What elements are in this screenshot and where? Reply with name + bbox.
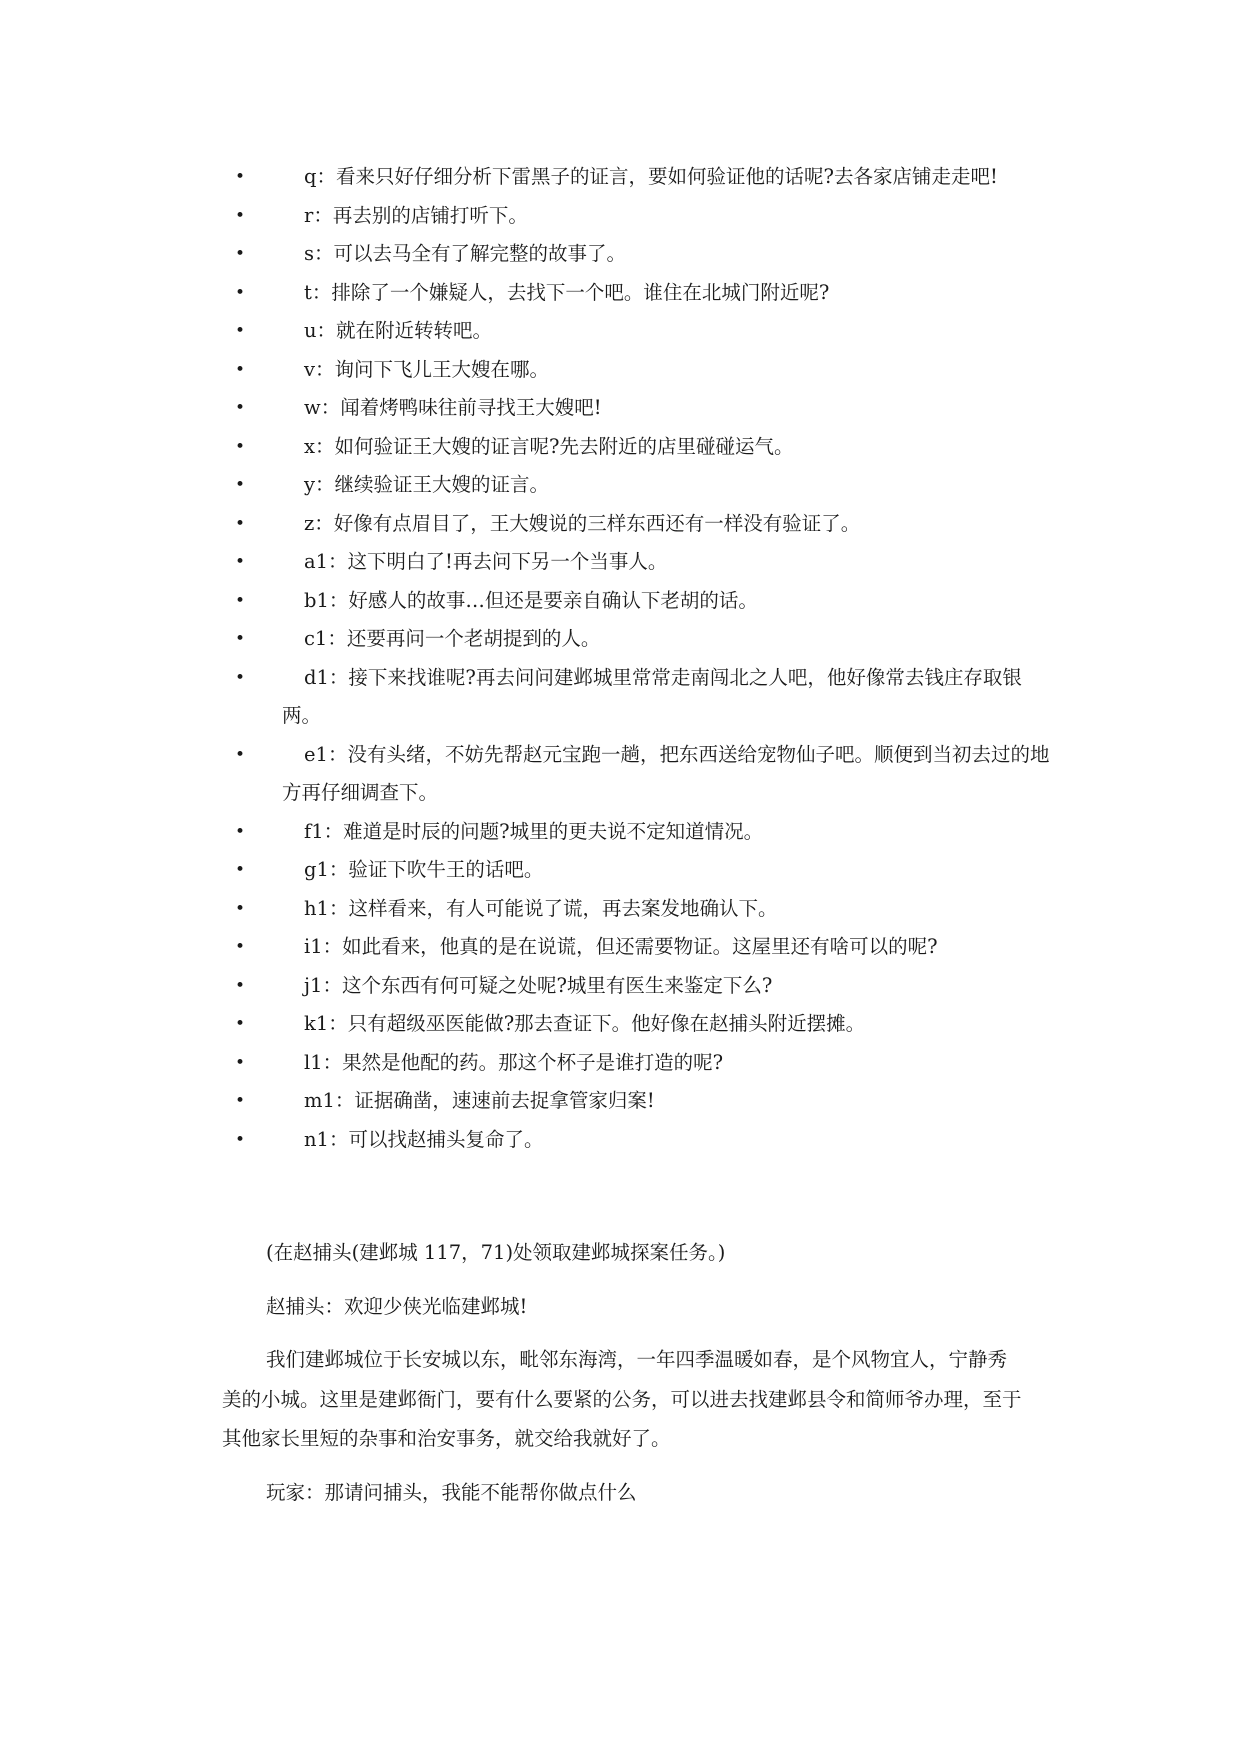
bullet-icon: •: [235, 937, 246, 957]
hint-text: u：就在附近转转吧。: [304, 319, 493, 342]
list-item: [235, 158, 1060, 197]
hint-text: d1：接下来找谁呢?再去问问建邺城里常常走南闯北之人吧，他好像常去钱庄存取银两。: [282, 665, 1022, 727]
list-item: [235, 851, 1060, 890]
hint-text: l1：果然是他配的药。那这个杯子是谁打造的呢?: [304, 1050, 724, 1074]
hint-text: s：可以去马全有了解完整的故事了。: [304, 242, 627, 265]
bullet-icon: •: [235, 744, 246, 765]
list-item: [235, 428, 1060, 467]
list-item: [235, 1082, 1060, 1121]
bullet-icon: •: [235, 167, 246, 187]
bullet-icon: •: [235, 282, 246, 303]
hint-text: r：再去别的店铺打听下。: [304, 203, 528, 227]
bullet-icon: •: [235, 552, 246, 572]
bullet-icon: •: [235, 590, 246, 611]
hint-text: n1：可以找赵捕头复命了。: [304, 1127, 544, 1151]
hint-text: v：询问下飞儿王大嫂在哪。: [304, 357, 550, 381]
bullet-icon: •: [235, 1014, 246, 1034]
list-item: [235, 389, 1060, 428]
list-item: [235, 505, 1060, 544]
bullet-icon: •: [235, 1129, 246, 1150]
list-item: [235, 813, 1060, 852]
hint-text: h1：这样看来，有人可能说了谎，再去案发地确认下。: [304, 896, 778, 920]
body-paragraphs: [222, 1233, 1022, 1526]
hint-text: f1：难道是时辰的问题?城里的更夫说不定知道情况。: [304, 819, 764, 843]
hint-text: j1：这个东西有何可疑之处呢?城里有医生来鉴定下么?: [304, 973, 773, 997]
hint-text: q：看来只好仔细分析下雷黑子的证言，要如何验证他的话呢?去各家店铺走走吧!: [304, 165, 998, 188]
list-item: [235, 659, 1060, 736]
bullet-icon: •: [235, 629, 246, 649]
hint-text: z：好像有点眉目了，王大嫂说的三样东西还有一样没有验证了。: [304, 511, 861, 535]
bullet-icon: •: [235, 975, 246, 996]
hint-text: g1：验证下吹牛王的话吧。: [304, 858, 544, 881]
hint-text: i1：如此看来，他真的是在说谎，但还需要物证。这屋里还有啥可以的呢?: [304, 935, 938, 958]
hint-text: e1：没有头绪，不妨先帮赵元宝跑一趟，把东西送给宠物仙子吧。顺便到当初去过的地方再仔细调查下。: [282, 742, 1050, 804]
hint-text: w：闻着烤鸭味往前寻找王大嫂吧!: [304, 396, 602, 419]
hint-list: [235, 158, 1060, 1159]
npc-description: 我们建邺城位于长安城以东，毗邻东海湾，一年四季温暖如春，是个风物宜人，宁静秀美的小城。这里是建邺衙门，要有什么要紧的公务，可以进去找建邺县令和简师爷办理，至于其他家长里短的杂事和治安事务，就交给我就好了。: [222, 1348, 1022, 1450]
bullet-icon: •: [235, 244, 246, 264]
list-item: [235, 312, 1060, 351]
bullet-icon: •: [235, 321, 246, 341]
list-item: [235, 235, 1060, 274]
bullet-icon: •: [235, 667, 246, 688]
bullet-icon: •: [235, 1052, 246, 1073]
bullet-icon: •: [235, 398, 246, 418]
bullet-icon: •: [235, 359, 246, 380]
list-item: [235, 197, 1060, 236]
player-reply: 玩家：那请问捕头，我能不能帮你做点什么: [266, 1480, 637, 1504]
list-item: [235, 1121, 1060, 1160]
quest-location-note: (在赵捕头(建邺城 117，71)处领取建邺城探案任务。): [266, 1241, 726, 1264]
hint-text: x：如何验证王大嫂的证言呢?先去附近的店里碰碰运气。: [304, 434, 794, 458]
bullet-icon: •: [235, 898, 246, 919]
hint-text: m1：证据确凿，速速前去捉拿管家归案!: [304, 1089, 655, 1112]
hint-text: t：排除了一个嫌疑人，去找下一个吧。谁住在北城门附近呢?: [304, 280, 830, 304]
list-item: [235, 620, 1060, 659]
list-item: [235, 351, 1060, 390]
hint-text: b1：好感人的故事…但还是要亲自确认下老胡的话。: [304, 588, 758, 612]
bullet-icon: •: [235, 475, 246, 495]
list-item: [235, 466, 1060, 505]
bullet-icon: •: [235, 860, 246, 880]
bullet-icon: •: [235, 821, 246, 842]
hint-text: a1：这下明白了!再去问下另一个当事人。: [304, 550, 668, 573]
bullet-icon: •: [235, 436, 246, 457]
list-item: [235, 1044, 1060, 1083]
bullet-icon: •: [235, 513, 246, 534]
bullet-icon: •: [235, 1091, 246, 1111]
hint-text: c1：还要再问一个老胡提到的人。: [304, 627, 601, 650]
list-item: [235, 543, 1060, 582]
list-item: [235, 928, 1060, 967]
hint-text: y：继续验证王大嫂的证言。: [304, 473, 550, 496]
list-item: [235, 274, 1060, 313]
npc-greeting: 赵捕头：欢迎少侠光临建邺城!: [266, 1294, 528, 1318]
list-item: [235, 890, 1060, 929]
list-item: [235, 736, 1060, 813]
list-item: [235, 967, 1060, 1006]
list-item: [235, 582, 1060, 621]
list-item: [235, 1005, 1060, 1044]
hint-text: k1：只有超级巫医能做?那去查证下。他好像在赵捕头附近摆摊。: [304, 1012, 866, 1035]
bullet-icon: •: [235, 205, 246, 226]
